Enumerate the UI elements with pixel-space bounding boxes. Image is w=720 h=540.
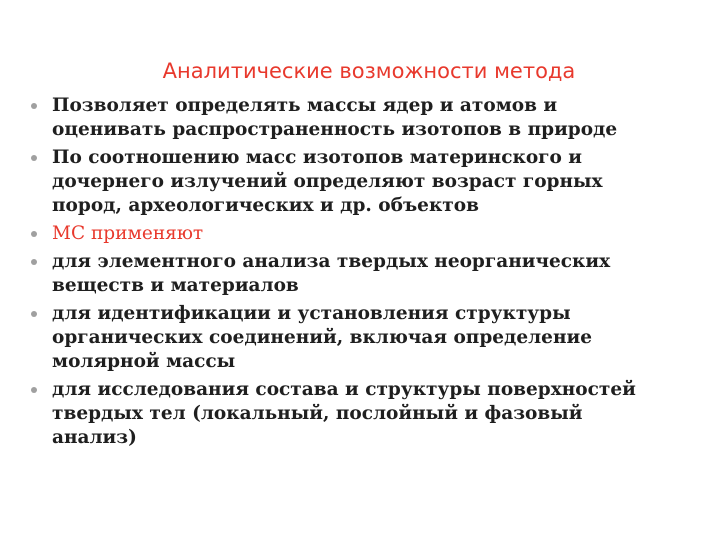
bullet-dot-icon — [31, 311, 37, 317]
bullet-dot-icon — [31, 387, 37, 393]
bullet-line: Позволяет определять массы ядер и атомов и — [52, 95, 558, 116]
bullet-item-surface-analysis — [30, 378, 690, 450]
bullet-item-age-determination — [30, 146, 690, 218]
bullet-line: органических соединений, включая определение — [52, 327, 592, 348]
bullet-line: веществ и материалов — [52, 275, 299, 296]
bullet-line: для исследования состава и структуры поверхностей — [52, 379, 636, 400]
bullet-item-ms-applications — [30, 222, 690, 246]
bullet-item-mass-determination — [30, 94, 690, 142]
bullet-dot-icon — [31, 231, 37, 237]
slide-title: Аналитические возможности метода — [162, 59, 576, 83]
bullet-line: для элементного анализа твердых неорганических — [52, 251, 611, 272]
bullet-list — [30, 94, 690, 454]
bullet-line: анализ) — [52, 427, 137, 448]
bullet-dot-icon — [31, 103, 37, 109]
bullet-item-structure-identification — [30, 302, 690, 374]
bullet-line: твердых тел (локальный, послойный и фазовый — [52, 403, 583, 424]
bullet-line: для идентификации и установления структуры — [52, 303, 571, 324]
bullet-dot-icon — [31, 259, 37, 265]
bullet-line: дочернего излучений определяют возраст горных — [52, 171, 603, 192]
bullet-line: пород, археологических и др. объектов — [52, 195, 479, 216]
bullet-line: оценивать распространенность изотопов в природе — [52, 119, 618, 140]
bullet-line: молярной массы — [52, 351, 236, 372]
bullet-dot-icon — [31, 155, 37, 161]
bullet-item-elemental-analysis — [30, 250, 690, 298]
bullet-line: По соотношению масс изотопов материнского и — [52, 147, 583, 168]
bullet-line: МС применяют — [52, 223, 204, 244]
